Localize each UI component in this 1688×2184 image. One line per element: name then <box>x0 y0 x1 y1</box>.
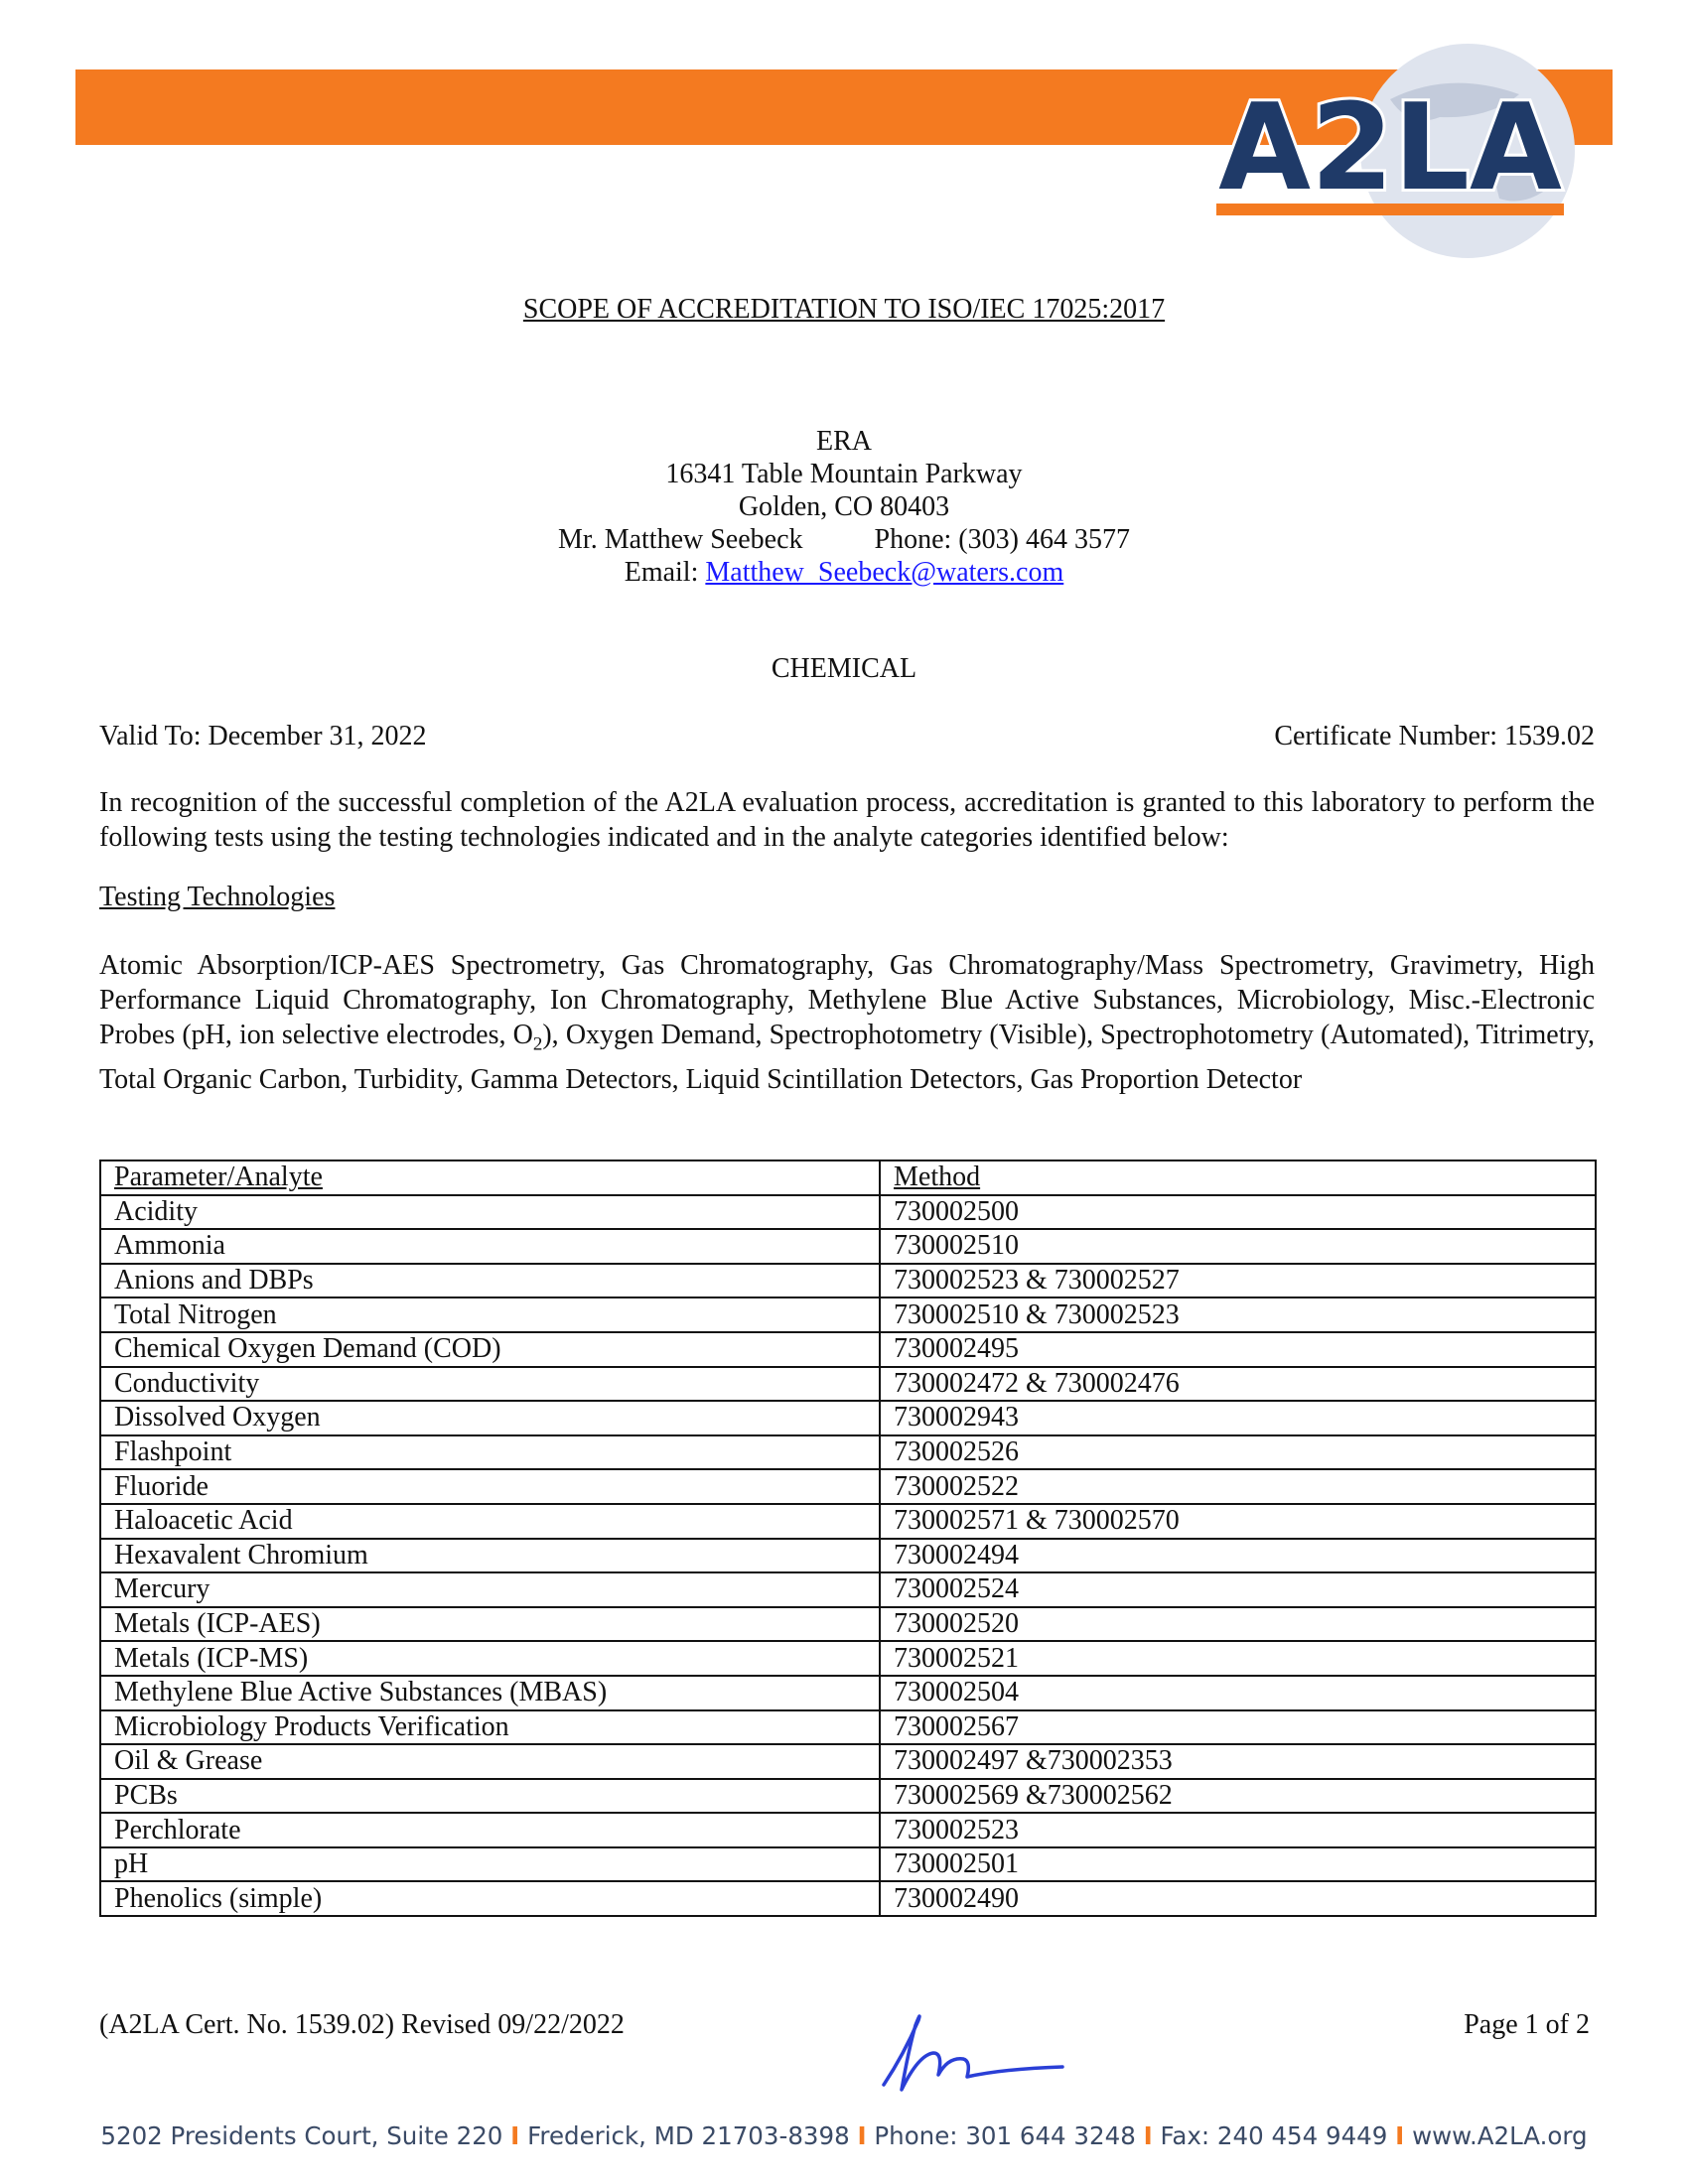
parameter-cell: Hexavalent Chromium <box>100 1539 880 1573</box>
method-cell: 730002472 & 730002476 <box>880 1367 1596 1402</box>
footer-fax: Fax: 240 454 9449 <box>1160 2121 1388 2150</box>
parameter-cell: PCBs <box>100 1779 880 1814</box>
method-cell: 730002520 <box>880 1607 1596 1642</box>
method-cell: 730002504 <box>880 1676 1596 1710</box>
page-title: SCOPE OF ACCREDITATION TO ISO/IEC 17025:2017 <box>522 294 1166 325</box>
parameter-cell: Metals (ICP-MS) <box>100 1641 880 1676</box>
parameter-cell: Ammonia <box>100 1229 880 1264</box>
method-cell: 730002494 <box>880 1539 1596 1573</box>
method-cell: 730002523 & 730002527 <box>880 1264 1596 1298</box>
footer-separator: I <box>857 2121 867 2150</box>
table-row <box>100 1539 1596 1573</box>
method-cell: 730002490 <box>880 1881 1596 1916</box>
table-row <box>100 1195 1596 1230</box>
table-row <box>100 1367 1596 1402</box>
footer-separator: I <box>510 2121 520 2150</box>
table-row <box>100 1332 1596 1367</box>
table-row <box>100 1676 1596 1710</box>
intro-paragraph: In recognition of the successful completion of the A2LA evaluation process, accreditation is granted to this laboratory to perform the following tests using the testing technologies indicated and in the analyte categories identified below: <box>99 787 1595 853</box>
oxygen-subscript: 2 <box>532 1033 543 1055</box>
footer-street: 5202 Presidents Court, Suite 220 <box>100 2121 503 2150</box>
a2la-logo <box>1192 40 1589 263</box>
parameter-cell: Microbiology Products Verification <box>100 1710 880 1745</box>
accreditation-category: CHEMICAL <box>771 653 917 684</box>
table-row <box>100 1469 1596 1504</box>
lab-contact-line <box>0 523 1688 556</box>
parameter-cell: Chemical Oxygen Demand (COD) <box>100 1332 880 1367</box>
header-method: Method <box>880 1160 1596 1195</box>
tech-list-part1: Atomic Absorption/ICP-AES Spectrometry, Gas Chromatography, Gas Chromatography/Mass Spectrometry, Gravimetry, High Performance Liquid Chromatography, Ion Chromatography, Methylene Blue Active Substances, Microbiology, Misc.-Electronic Probes (pH, ion selective electrodes, O <box>99 950 1595 1050</box>
method-cell: 730002943 <box>880 1401 1596 1435</box>
certificate-number: Certificate Number: 1539.02 <box>1274 721 1595 751</box>
table-row <box>100 1435 1596 1470</box>
parameter-cell: Flashpoint <box>100 1435 880 1470</box>
signature <box>864 1995 1102 2105</box>
method-cell: 730002500 <box>880 1195 1596 1230</box>
parameter-cell: Fluoride <box>100 1469 880 1504</box>
table-row <box>100 1813 1596 1847</box>
page-number: Page 1 of 2 <box>1464 2009 1590 2040</box>
method-cell: 730002501 <box>880 1847 1596 1882</box>
email-link[interactable]: Matthew_Seebeck@waters.com <box>705 557 1064 588</box>
valid-to: Valid To: December 31, 2022 <box>99 721 427 751</box>
footer-website[interactable]: www.A2LA.org <box>1412 2121 1588 2150</box>
method-cell: 730002569 &730002562 <box>880 1779 1596 1814</box>
lab-city: Golden, CO 80403 <box>738 491 950 522</box>
cert-revised: (A2LA Cert. No. 1539.02) Revised 09/22/2022 <box>99 2009 625 2040</box>
svg-text:A2LA: A2LA <box>1218 79 1562 217</box>
lab-street: 16341 Table Mountain Parkway <box>665 459 1023 489</box>
parameter-cell: pH <box>100 1847 880 1882</box>
method-cell: 730002567 <box>880 1710 1596 1745</box>
table-row <box>100 1297 1596 1332</box>
parameter-cell: Mercury <box>100 1572 880 1607</box>
method-cell: 730002523 <box>880 1813 1596 1847</box>
testing-technologies-heading: Testing Technologies <box>99 882 336 912</box>
table-header-row <box>100 1160 1596 1195</box>
parameter-cell: Haloacetic Acid <box>100 1504 880 1539</box>
parameter-cell: Perchlorate <box>100 1813 880 1847</box>
table-row <box>100 1504 1596 1539</box>
method-cell: 730002521 <box>880 1641 1596 1676</box>
footer-separator: I <box>1143 2121 1153 2150</box>
table-row <box>100 1779 1596 1814</box>
parameter-cell: Conductivity <box>100 1367 880 1402</box>
testing-technologies-list <box>99 948 1595 1097</box>
parameter-cell: Anions and DBPs <box>100 1264 880 1298</box>
table-row <box>100 1572 1596 1607</box>
footer-phone: Phone: 301 644 3248 <box>874 2121 1136 2150</box>
method-cell: 730002526 <box>880 1435 1596 1470</box>
email-label: Email: <box>624 557 699 588</box>
a2la-address-footer <box>0 2121 1688 2150</box>
scope-table-body <box>100 1195 1596 1916</box>
footer-city: Frederick, MD 21703-8398 <box>527 2121 850 2150</box>
parameter-cell: Dissolved Oxygen <box>100 1401 880 1435</box>
lab-email-line <box>0 556 1688 589</box>
method-cell: 730002495 <box>880 1332 1596 1367</box>
table-row <box>100 1229 1596 1264</box>
table-row <box>100 1641 1596 1676</box>
parameter-cell: Phenolics (simple) <box>100 1881 880 1916</box>
table-row <box>100 1264 1596 1298</box>
parameter-cell: Methylene Blue Active Substances (MBAS) <box>100 1676 880 1710</box>
method-cell: 730002497 &730002353 <box>880 1744 1596 1779</box>
method-cell: 730002571 & 730002570 <box>880 1504 1596 1539</box>
parameter-cell: Total Nitrogen <box>100 1297 880 1332</box>
footer-separator: I <box>1395 2121 1405 2150</box>
method-cell: 730002510 <box>880 1229 1596 1264</box>
scope-table <box>99 1160 1597 1917</box>
parameter-cell: Metals (ICP-AES) <box>100 1607 880 1642</box>
method-cell: 730002522 <box>880 1469 1596 1504</box>
lab-contact: Mr. Matthew Seebeck <box>558 524 803 555</box>
table-row <box>100 1744 1596 1779</box>
method-cell: 730002510 & 730002523 <box>880 1297 1596 1332</box>
lab-name: ERA <box>816 426 872 457</box>
header-parameter: Parameter/Analyte <box>100 1160 880 1195</box>
lab-address-block <box>0 425 1688 589</box>
table-row <box>100 1847 1596 1882</box>
table-row <box>100 1607 1596 1642</box>
tech-list-part2: ), Oxygen Demand, Spectrophotometry (Visible), Spectrophotometry (Automated), Titrimetry, Total Organic Carbon, Turbidity, Gamma Detectors, Liquid Scintillation Detectors, Gas Proportion Detector <box>99 1020 1596 1095</box>
table-row <box>100 1401 1596 1435</box>
parameter-cell: Acidity <box>100 1195 880 1230</box>
method-cell: 730002524 <box>880 1572 1596 1607</box>
parameter-cell: Oil & Grease <box>100 1744 880 1779</box>
lab-phone: Phone: (303) 464 3577 <box>874 524 1130 555</box>
table-row <box>100 1710 1596 1745</box>
table-row <box>100 1881 1596 1916</box>
